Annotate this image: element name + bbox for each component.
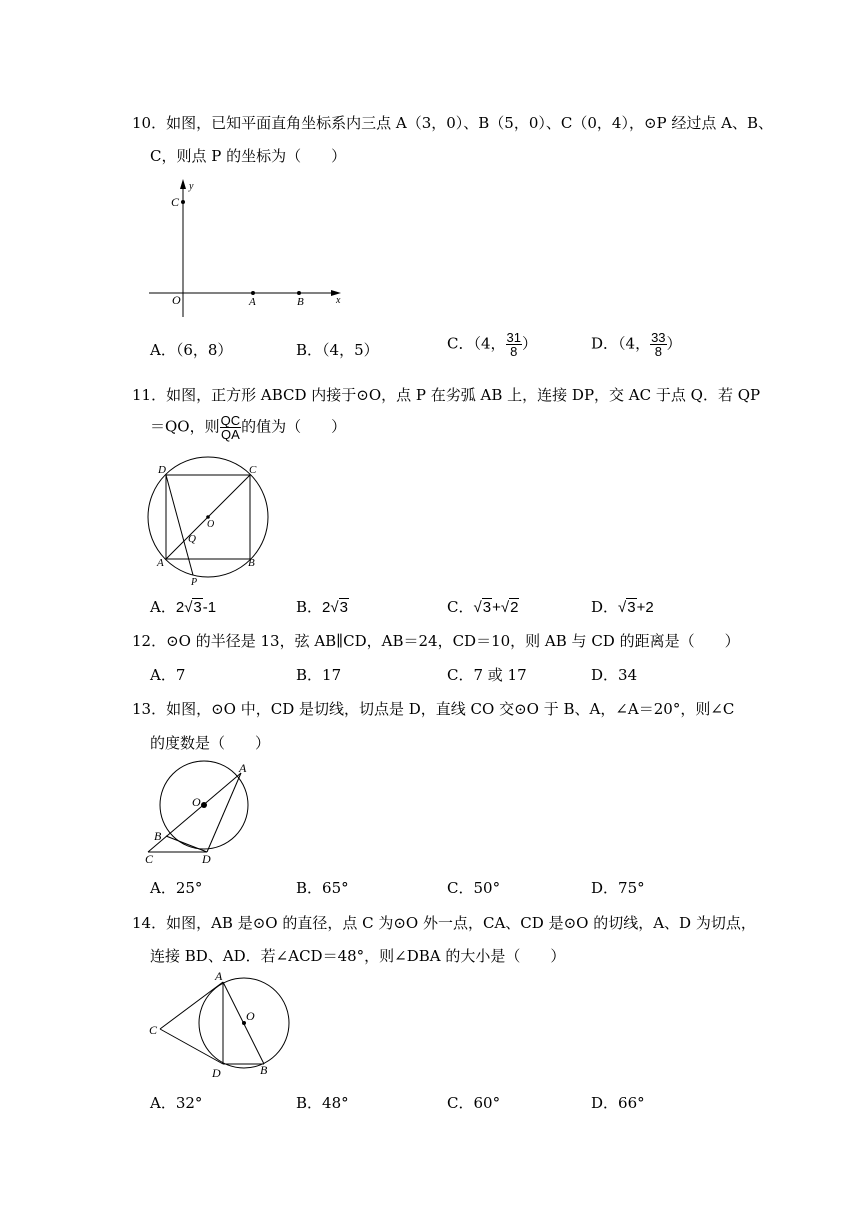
q11-label-o: O <box>207 519 215 530</box>
q11-label-a: A <box>157 557 164 569</box>
fraction-numerator: 31 <box>506 330 521 345</box>
q10-option-c-prefix: C．（4， <box>447 334 506 353</box>
q10-label-o: O <box>172 293 181 307</box>
q11-stem-prefix: ＝QO，则 <box>150 417 220 436</box>
q14-option-d[interactable]: D．66° <box>591 1094 645 1112</box>
q11-label-d: D <box>158 464 166 476</box>
q11-option-a[interactable] <box>150 596 216 617</box>
q14-option-a[interactable]: A．32° <box>150 1094 203 1112</box>
q14-label-c: C <box>149 1023 158 1037</box>
q10-option-d-prefix: D．（4， <box>591 334 651 353</box>
q14-option-c[interactable]: C．60° <box>447 1094 501 1112</box>
q11-option-b[interactable] <box>296 596 349 617</box>
q14-stem-line1: 14．如图，AB 是⊙O 的直径，点 C 为⊙O 外一点，CA、CD 是⊙O 的切线，A、D 为切点， <box>132 914 756 932</box>
fraction-denominator: 8 <box>510 344 518 359</box>
q10-stem-line2: C，则点 P 的坐标为（ ） <box>150 147 347 165</box>
q13-label-a: A <box>239 761 247 775</box>
q11-option-a-expr: 2√3-1 <box>175 599 217 616</box>
q12-option-a[interactable]: A．7 <box>150 666 186 684</box>
fraction-numerator: QC <box>220 413 241 428</box>
q10-options <box>150 330 750 363</box>
fraction-denominator: 8 <box>654 344 662 359</box>
q13-options <box>150 877 750 901</box>
q13-stem-line1: 13．如图，⊙O 中，CD 是切线，切点是 D，直线 CO 交⊙O 于 B、A，∠A＝20°，则∠C <box>132 700 735 718</box>
q13-label-d: D <box>202 852 211 866</box>
point-c <box>181 200 185 204</box>
q14-figure <box>145 968 295 1080</box>
q13-option-b[interactable]: B．65° <box>296 879 349 897</box>
radicand: 3 <box>482 599 492 616</box>
q10-figure <box>145 175 355 327</box>
q12-option-b[interactable]: B．17 <box>296 666 342 684</box>
q10-label-x: x <box>336 295 341 306</box>
q10-option-a[interactable]: A．（6，8） <box>150 341 233 359</box>
q10-label-b: B <box>297 296 304 308</box>
q11-label-b: B <box>248 557 255 569</box>
q11-label-p: P <box>191 577 198 587</box>
option-prefix: A． <box>150 598 176 616</box>
q11-stem-line1: 11．如图，正方形 ABCD 内接于⊙O，点 P 在劣弧 AB 上，连接 DP，交 AC 于点 Q．若 QP <box>132 386 761 404</box>
q11-option-c[interactable] <box>447 596 519 617</box>
q13-option-d[interactable]: D．75° <box>591 879 645 897</box>
q13-label-b: B <box>154 829 162 843</box>
q13-option-a[interactable]: A．25° <box>150 879 203 897</box>
q10-option-d-fraction <box>650 331 666 358</box>
q11-option-d[interactable] <box>591 596 654 617</box>
q14-label-o: O <box>246 1009 255 1023</box>
radicand: 3 <box>339 599 348 616</box>
q11-options <box>150 596 750 620</box>
coefficient: 2 <box>175 599 185 616</box>
q11-label-c: C <box>249 464 257 476</box>
expr-tail: +2 <box>636 599 654 616</box>
fraction-numerator: 33 <box>651 330 666 345</box>
option-prefix: D． <box>591 598 619 616</box>
q14-option-b[interactable]: B．48° <box>296 1094 349 1112</box>
q12-option-c[interactable]: C．7 或 17 <box>447 666 527 684</box>
radicand: 3 <box>627 599 636 616</box>
q13-option-c[interactable]: C．50° <box>447 879 501 897</box>
q14-label-a: A <box>215 969 223 983</box>
q11-option-c-expr: √3+√2 <box>473 599 519 616</box>
point-b <box>297 291 301 295</box>
coefficient: 2 <box>322 599 331 616</box>
q10-label-c: C <box>171 195 180 209</box>
q10-label-a: A <box>249 296 256 308</box>
option-prefix: B． <box>296 598 323 616</box>
plus-sign: + <box>492 599 501 616</box>
q10-option-b[interactable]: B．（4，5） <box>296 341 379 359</box>
q11-ratio-fraction <box>220 414 242 441</box>
q12-option-d[interactable]: D．34 <box>591 666 638 684</box>
point-a <box>251 291 255 295</box>
radicand: 2 <box>510 599 519 616</box>
q10-option-c[interactable] <box>447 331 537 358</box>
q10-option-c-fraction <box>506 331 522 358</box>
q11-label-q: Q <box>188 533 196 545</box>
q10-label-y: y <box>189 181 194 192</box>
q14-options <box>150 1092 750 1116</box>
q13-stem-line2: 的度数是（ ） <box>150 734 271 752</box>
q12-stem-line1: 12．⊙O 的半径是 13，弦 AB∥CD，AB＝24，CD＝10，则 AB 与 CD 的距离是（ ） <box>132 632 740 650</box>
q11-stem-suffix: 的值为（ ） <box>241 417 347 436</box>
expr-tail: -1 <box>202 599 217 616</box>
q13-figure <box>142 760 262 868</box>
q12-options <box>150 664 750 688</box>
q11-figure <box>145 455 275 587</box>
q10-option-d[interactable] <box>591 331 682 358</box>
q11-option-d-expr: √3+2 <box>618 599 654 616</box>
q11-option-b-expr: 2√3 <box>322 599 348 616</box>
q14-label-d: D <box>212 1066 221 1080</box>
q10-stem-line1: 10．如图，已知平面直角坐标系内三点 A（3，0）、B（5，0）、C（0，4），⊙P 经过点 A、B、 <box>132 114 774 132</box>
q14-label-b: B <box>260 1063 268 1077</box>
q13-label-o: O <box>192 795 201 809</box>
q10-option-c-suffix: ） <box>522 334 538 353</box>
q11-stem-line2 <box>150 414 346 441</box>
q14-stem-line2: 连接 BD、AD．若∠ACD＝48°，则∠DBA 的大小是（ ） <box>150 947 566 965</box>
fraction-denominator: QA <box>220 427 240 442</box>
q10-option-d-suffix: ） <box>666 334 682 353</box>
q13-label-c: C <box>145 852 154 866</box>
option-prefix: C． <box>447 598 474 616</box>
radicand: 3 <box>193 599 202 616</box>
